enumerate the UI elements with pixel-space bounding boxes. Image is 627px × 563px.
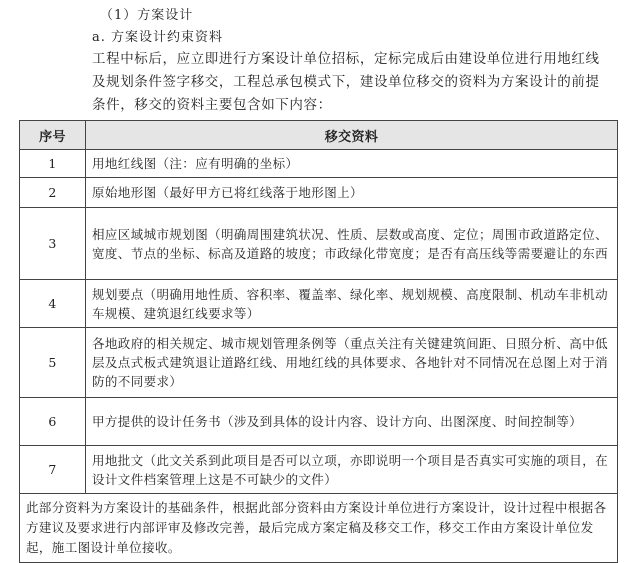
row-number: 1 — [20, 150, 86, 178]
section-heading: （1）方案设计 — [100, 8, 194, 23]
header-no: 序号 — [20, 121, 86, 150]
row-content: 甲方提供的设计任务书（涉及到具体的设计内容、设计方向、出图深度、时间控制等） — [86, 398, 618, 446]
table-row — [20, 328, 618, 398]
row-number: 4 — [20, 280, 86, 328]
row-number: 6 — [20, 398, 86, 446]
table-footer-note: 此部分资料为方案设计的基础条件，根据此部分资料由方案设计单位进行方案设计，设计过程中根据各方建议及要求进行内部评审及修改完善，最后完成方案定稿及移交工作，移交工作由方案设计单位发起，施工图设计单位接收。 — [20, 494, 618, 563]
row-number: 2 — [20, 178, 86, 208]
table-footer-row — [20, 494, 618, 563]
table-row — [20, 178, 618, 208]
row-number: 3 — [20, 208, 86, 280]
table-row — [20, 398, 618, 446]
header-material: 移交资料 — [86, 121, 618, 150]
row-content: 规划要点（明确用地性质、容积率、覆盖率、绿化率、规划规模、高度限制、机动车非机动车规模、建筑退红线要求等） — [86, 280, 618, 328]
row-content: 原始地形图（最好甲方已将红线落于地形图上） — [86, 178, 618, 208]
intro-paragraph: 工程中标后，应立即进行方案设计单位招标，定标完成后由建设单位进行用地红线及规划条件签字移交，工程总承包模式下，建设单位移交的资料为方案设计的前提条件，移交的资料主要包含如下内容： — [92, 51, 600, 113]
row-content: 相应区域城市规划图（明确周围建筑状况、性质、层数或高度、定位；周围市政道路定位、宽度、节点的坐标、标高及道路的坡度；市政绿化带宽度；是否有高压线等需要避让的东西 — [86, 208, 618, 280]
row-number: 7 — [20, 446, 86, 494]
table-row — [20, 280, 618, 328]
table-row — [20, 150, 618, 178]
section-subheading: a. 方案设计约束资料 — [92, 30, 224, 45]
table-header-row — [20, 121, 618, 150]
row-number: 5 — [20, 328, 86, 398]
row-content: 用地红线图（注：应有明确的坐标） — [86, 150, 618, 178]
table-row — [20, 208, 618, 280]
table-row — [20, 446, 618, 494]
row-content: 用地批文（此文关系到此项目是否可以立项，亦即说明一个项目是否真实可实施的项目，在设计文件档案管理上这是不可缺少的文件） — [86, 446, 618, 494]
row-content: 各地政府的相关规定、城市规划管理条例等（重点关注有关键建筑间距、日照分析、高中低层及点式板式建筑退让道路红线、用地红线的具体要求、各地针对不同情况在总图上对于消防的不同要求） — [86, 328, 618, 398]
handover-table — [19, 120, 618, 563]
